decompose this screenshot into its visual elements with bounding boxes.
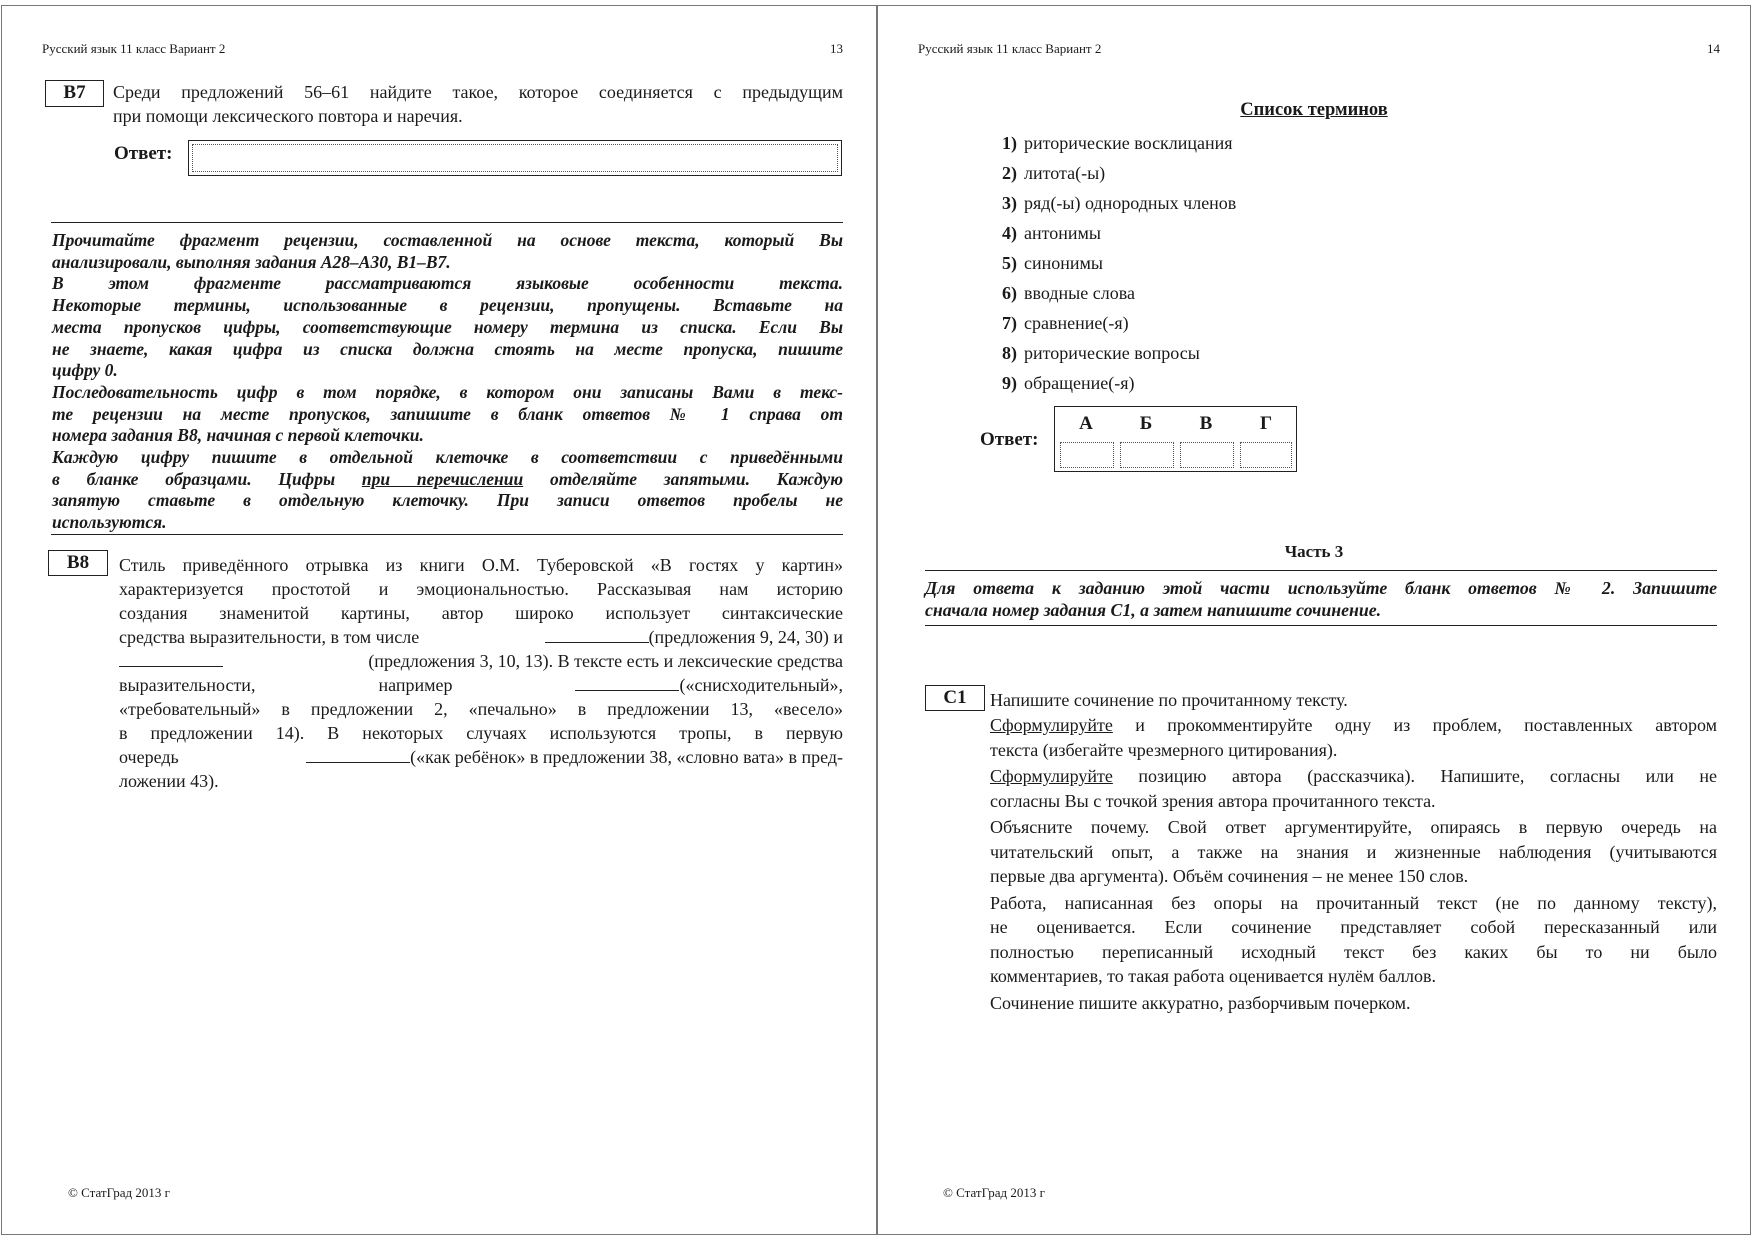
page-header: Русский язык 11 класс Вариант 2 (42, 41, 226, 56)
c1-task (990, 688, 1717, 712)
right-page (877, 5, 1751, 1235)
b8-line: Стиль приведённого отрывка из книги О.М. Туберовской «В гостях у картин» (119, 555, 843, 575)
terms-title-text: Список терминов (1240, 100, 1388, 120)
c1-line: текста (избегайте чрезмерного цитирования). (990, 739, 1338, 760)
c1-keyword: Сформулируйте (990, 715, 1113, 735)
task-label-c1: C1 (925, 685, 985, 711)
instruction-line: места пропусков цифры, соответствующие номеру термина из списка. Если Вы (52, 316, 843, 337)
term-text: синонимы (1024, 253, 1104, 273)
term-text: риторические вопросы (1024, 343, 1200, 363)
b8-line: характеризуется простотой и эмоциональностью. Рассказывая нам историю (119, 579, 843, 599)
answer-column-header: В (1199, 413, 1213, 434)
term-text: литота(-ы) (1024, 163, 1106, 183)
divider (51, 222, 843, 223)
part-instructions (925, 578, 1717, 621)
instruction-underlined: при перечислении (361, 468, 524, 489)
part-instruction-line: Для ответа к заданию этой части используйте бланк ответов № 2. Запишите (925, 578, 1717, 598)
instruction-line (52, 469, 843, 491)
task-label-b8: B8 (48, 550, 108, 576)
instruction-line: те рецензии на месте пропусков, запишите в бланк ответов № 1 справа от (52, 403, 843, 424)
term-item (1002, 223, 1101, 244)
b8-text: (предложения 3, 10, 13). В тексте есть и лексические средства (368, 651, 843, 671)
answer-cell[interactable] (1060, 442, 1114, 468)
term-text: риторические восклицания (1024, 133, 1233, 153)
part-title: Часть 3 (1284, 542, 1344, 561)
b8-line: в предложении 14). В некоторых случаях используются тропы, в первую (119, 723, 843, 743)
divider (925, 625, 1717, 626)
instruction-line: Каждую цифру пишите в отдельной клеточке в соответствии с приведёнными (52, 447, 843, 468)
answer-label: Ответ: (980, 429, 1039, 450)
c1-line: Объясните почему. Свой ответ аргументируйте, опираясь в первую очередь на (990, 817, 1717, 837)
b8-text: средства выразительности, в том числе (119, 627, 420, 647)
term-number: 5) (1002, 253, 1017, 273)
answer-cell[interactable] (1120, 442, 1174, 468)
term-item (1002, 133, 1233, 154)
instruction-line: цифру 0. (52, 360, 118, 381)
answer-blank (119, 649, 223, 667)
term-item (1002, 373, 1135, 394)
terms-title (878, 100, 1750, 121)
c1-line: Работа, написанная без опоры на прочитанный текст (не по данному тексту), (990, 892, 1717, 913)
c1-line: Сочинение пишите аккуратно, разборчивым почерком. (990, 992, 1411, 1013)
answer-cell[interactable] (1180, 442, 1234, 468)
answer-column-header: Б (1139, 413, 1153, 434)
instruction-line: В этом фрагменте рассматриваются языковые особенности текста. (52, 273, 843, 294)
instruction-text: в бланке образцами. Цифры (52, 468, 362, 489)
b8-line: создания знаменитой картины, автор широко использует синтаксические (119, 603, 843, 623)
b8-line: «требовательный» в предложении 2, «печально» в предложении 13, «весело» (119, 699, 843, 719)
c1-line: Напишите сочинение по прочитанному тексту. (990, 690, 1348, 710)
c1-text: позицию автора (рассказчика). Напишите, согласны или не (1112, 766, 1717, 786)
b8-text: очередь (119, 747, 179, 767)
c1-keyword: Сформулируйте (990, 766, 1113, 786)
b7-question (113, 80, 843, 128)
b8-text: («снисходительный», (679, 675, 843, 695)
term-number: 1) (1002, 133, 1017, 153)
part-instruction-line: сначала номер задания С1, а затем напишите сочинение. (925, 599, 1382, 620)
page-header: Русский язык 11 класс Вариант 2 (918, 41, 1102, 56)
c1-line: первые два аргумента). Объём сочинения – не менее 150 слов. (990, 866, 1469, 886)
c1-text: и прокомментируйте одну из проблем, поставленных автором (1112, 715, 1717, 735)
divider (925, 570, 1717, 571)
term-item (1002, 193, 1236, 214)
page-number: 14 (1707, 41, 1720, 56)
answer-blank (575, 673, 679, 691)
left-page (1, 5, 877, 1235)
b7-answer-field[interactable] (188, 140, 842, 176)
instruction-line: Последовательность цифр в том порядке, в котором они записаны Вами в текс- (52, 381, 843, 402)
term-number: 9) (1002, 373, 1017, 393)
term-text: антонимы (1024, 223, 1102, 243)
answer-cell[interactable] (1240, 442, 1292, 468)
b8-text: (предложения 9, 24, 30) и (648, 627, 843, 647)
instruction-line: не знаете, какая цифра из списка должна стоять на месте пропуска, пишите (52, 338, 843, 359)
c1-line: не оценивается. Если сочинение представляет собой пересказанный или (990, 917, 1717, 937)
b8-line: ложении 43). (119, 771, 219, 791)
b7-question-line: Среди предложений 56–61 найдите такое, которое соединяется с предыдущим (113, 82, 843, 102)
instruction-line: используются. (52, 512, 167, 533)
b7-question-line: при помощи лексического повтора и наречия. (113, 106, 463, 126)
term-number: 3) (1002, 193, 1017, 213)
b8-line (119, 673, 843, 697)
answer-blank (306, 745, 410, 763)
term-item (1002, 313, 1129, 334)
term-item (1002, 253, 1103, 274)
answer-column-header: Г (1259, 413, 1273, 434)
instruction-line: Прочитайте фрагмент рецензии, составленной на основе текста, который Вы (52, 230, 843, 250)
instruction-line: Некоторые термины, использованные в рецензии, пропущены. Вставьте на (52, 295, 843, 316)
answer-label: Ответ: (114, 143, 173, 164)
term-text: вводные слова (1024, 283, 1135, 303)
c1-line: согласны Вы с точкой зрения автора прочитанного текста. (990, 790, 1436, 811)
term-number: 2) (1002, 163, 1017, 183)
b8-line (119, 625, 843, 649)
b8-review-text (119, 553, 843, 793)
instruction-line: анализировали, выполняя задания А28–А30, В1–В7. (52, 251, 451, 272)
term-number: 4) (1002, 223, 1017, 243)
review-instructions (52, 230, 843, 534)
instruction-text: отделяйте запятыми. Каждую (523, 468, 843, 489)
term-number: 6) (1002, 283, 1017, 303)
page-footer: © СтатГрад 2013 г (68, 1185, 170, 1200)
term-number: 7) (1002, 313, 1017, 333)
c1-line: читательский опыт, а также на знания и жизненные наблюдения (учитываются (990, 841, 1717, 862)
answer-blank (545, 625, 649, 643)
c1-line: полностью переписанный исходный текст без каких бы то ни было (990, 941, 1717, 962)
page-footer: © СтатГрад 2013 г (943, 1185, 1045, 1200)
b8-text: выразительности, (119, 675, 256, 695)
term-number: 8) (1002, 343, 1017, 363)
divider (51, 534, 843, 535)
b8-line (119, 745, 843, 769)
c1-line: комментариев, то такая работа оценивается нулём баллов. (990, 966, 1436, 986)
answer-column-header: А (1079, 413, 1093, 434)
answer-grid (1054, 406, 1297, 472)
term-text: сравнение(-я) (1024, 313, 1129, 333)
term-text: ряд(-ы) однородных членов (1024, 193, 1237, 213)
instruction-line: запятую ставьте в отдельную клеточку. При записи ответов пробелы не (52, 490, 843, 511)
term-item (1002, 343, 1200, 364)
term-text: обращение(-я) (1024, 373, 1135, 393)
page-number: 13 (830, 41, 843, 56)
c1-details (990, 713, 1717, 1015)
c1-line (990, 713, 1717, 738)
c1-line (990, 764, 1717, 789)
task-label-b7: B7 (45, 80, 104, 107)
b8-line (119, 649, 843, 673)
b8-text: например (378, 675, 453, 695)
term-item (1002, 283, 1135, 304)
b8-text: («как ребёнок» в предложении 38, «словно вата» в пред- (410, 747, 843, 767)
term-item (1002, 163, 1105, 184)
instruction-line: номера задания В8, начиная с первой клеточки. (52, 425, 424, 446)
